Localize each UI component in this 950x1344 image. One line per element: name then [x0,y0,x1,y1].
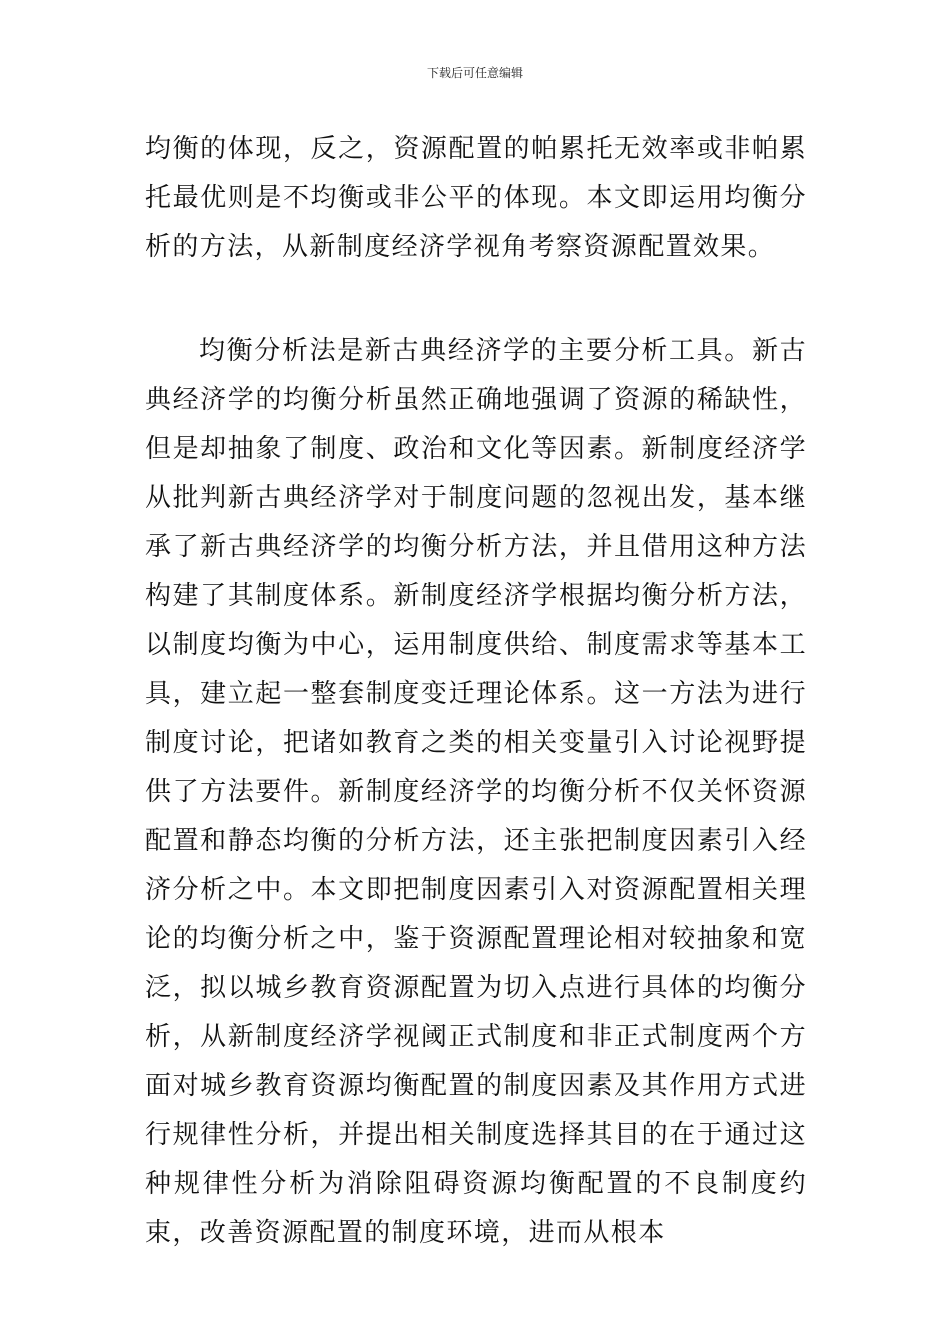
page-header-note: 下载后可任意编辑 [426,66,523,80]
paragraph-1: 均衡的体现，反之，资源配置的帕累托无效率或非帕累托最优则是不均衡或非公平的体现。本文即运用均衡分析的方法，从新制度经济学视角考察资源配置效果。 [145,134,807,262]
paragraph-2: 均衡分析法是新古典经济学的主要分析工具。新古典经济学的均衡分析虽然正确地强调了资源的稀缺性，但是却抽象了制度、政治和文化等因素。新制度经济学从批判新古典经济学对于制度问题的忽视出发，基本继承了新古典经济学的均衡分析方法，并且借用这种方法构建了其制度体系。新制度经济学根据均衡分析方法，以制度均衡为中心，运用制度供给、制度需求等基本工具，建立起一整套制度变迁理论体系。这一方法为进行制度讨论，把诸如教育之类的相关变量引入讨论视野提供了方法要件。新制度经济学的均衡分析不仅关怀资源配置和静态均衡的分析方法，还主张把制度因素引入经济分析之中。本文即把制度因素引入对资源配置相关理论的均衡分析之中，鉴于资源配置理论相对较抽象和宽泛，拟以城乡教育资源配置为切入点进行具体的均衡分析，从新制度经济学视阈正式制度和非正式制度两个方面对城乡教育资源均衡配置的制度因素及其作用方式进行规律性分析，并提出相关制度选择其目的在于通过这种规律性分析为消除阻碍资源均衡配置的不良制度约束，改善资源配置的制度环境，进而从根本 [145,336,807,1248]
